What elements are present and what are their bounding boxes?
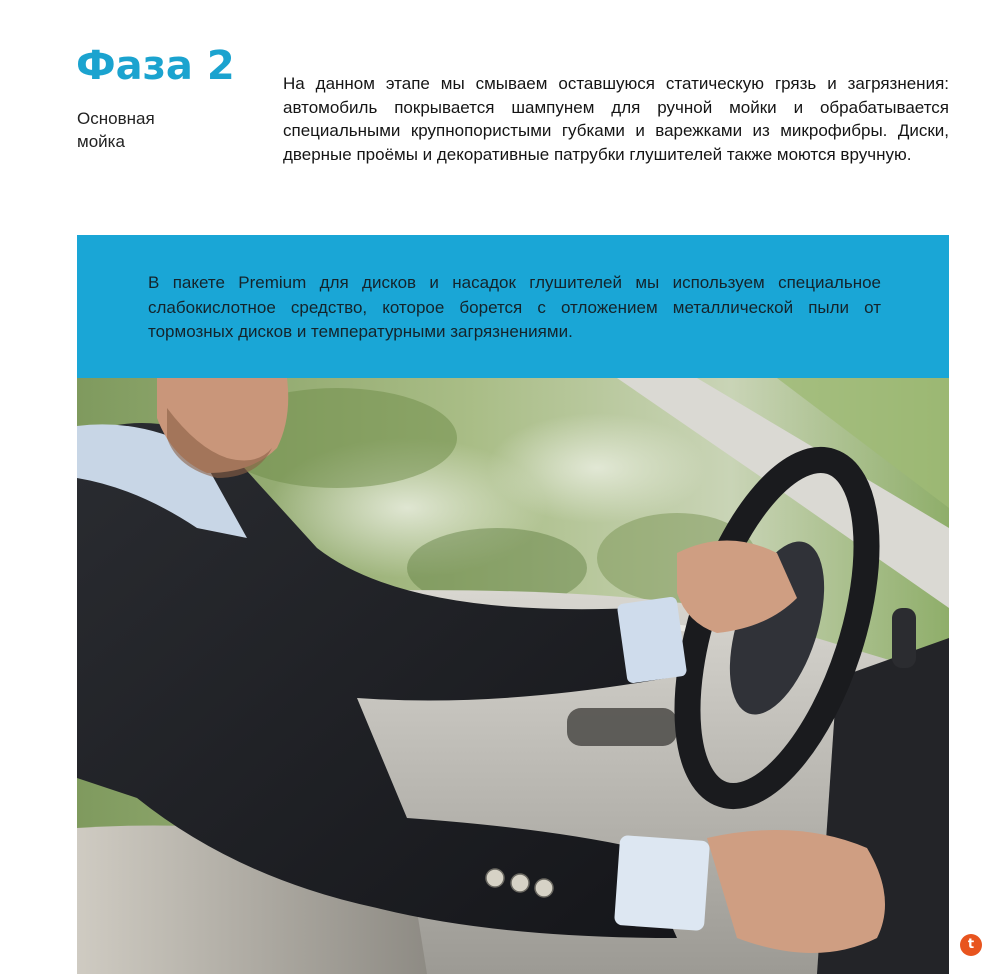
intro-paragraph: На данном этапе мы смываем оставшуюся статическую грязь и загрязнения: автомобиль покрывается шампунем для ручной мойки и обрабатывается специальными крупнопористыми губками и варежками из микрофибры. Диски, дверные проёмы и декоративные патрубки глушителей также моются вручную. [283,74,949,164]
page-title: Фаза 2 [76,43,235,89]
driver-photo [77,378,949,974]
info-banner [77,235,949,378]
page-subtitle: Основная мойка [77,109,155,151]
banner-text: В пакете Premium для дисков и насадок глушителей мы используем специальное слабокислотное средство, которое борется с отложением металлической пыли от тормозных дисков и температурными загрязнениями. [148,273,881,341]
driver-illustration [77,378,949,974]
brand-logo-icon: t [960,934,982,956]
